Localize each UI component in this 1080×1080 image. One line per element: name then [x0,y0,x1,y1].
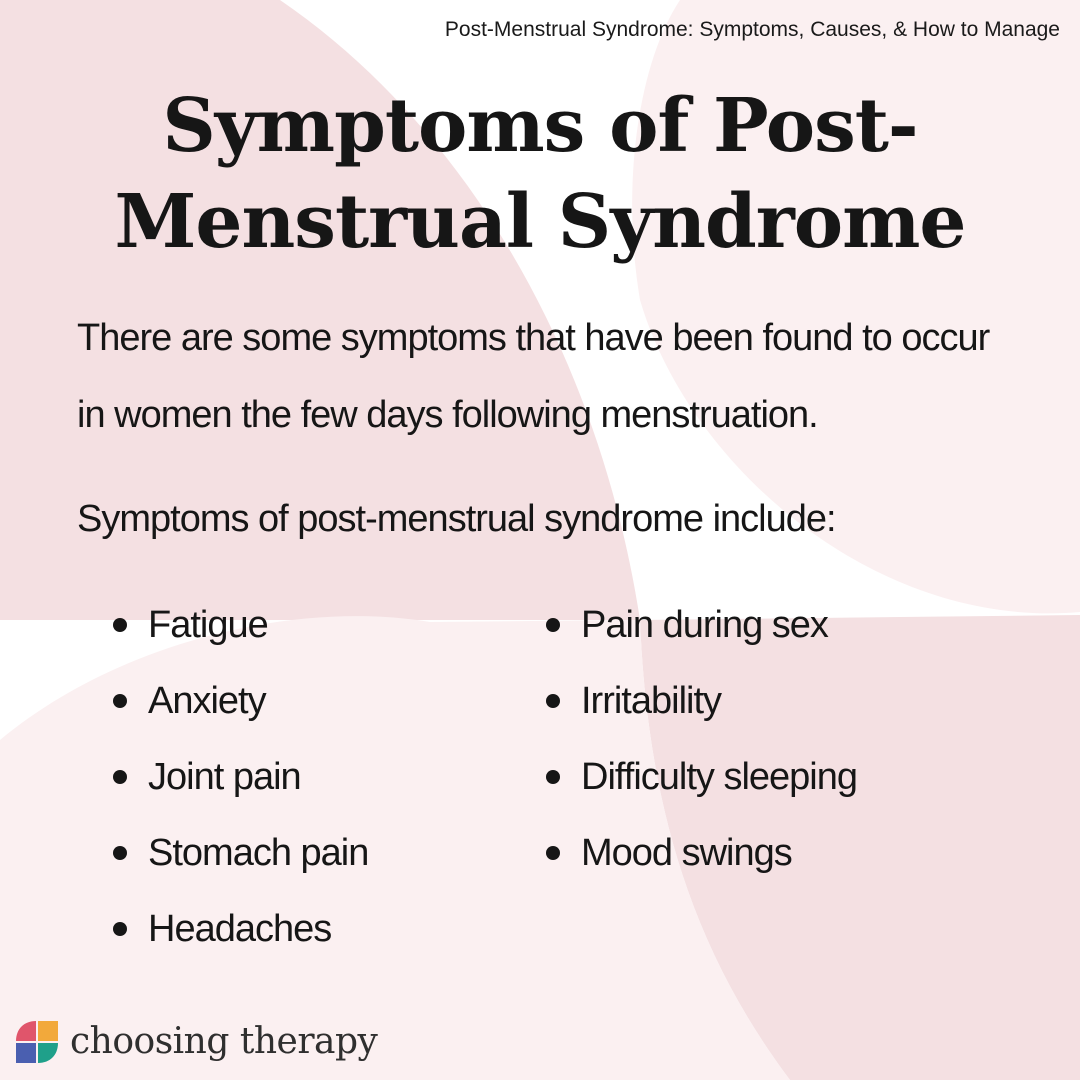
list-item [110,894,368,970]
symptoms-lead-text: Symptoms of post-menstrual syndrome include: [77,498,836,540]
list-item [543,590,857,666]
symptom-label: Stomach pain [148,832,369,874]
list-item [543,742,857,818]
intro-line-2: in women the few days following menstruation. [77,394,818,436]
symptom-label: Pain during sex [581,604,828,646]
symptom-label: Irritability [581,680,722,722]
article-title-header: Post-Menstrual Syndrome: Symptoms, Causes, & How to Manage [444,18,1060,41]
bullet-icon [113,618,127,632]
bullet-icon [113,770,127,784]
symptoms-list-right [543,590,857,894]
page-title [0,78,1080,270]
bullet-icon [546,694,560,708]
symptom-label: Headaches [148,908,332,950]
four-petal-logo-icon [12,1017,62,1067]
list-item [110,818,368,894]
page-title-line-2: Menstrual Syndrome [114,179,966,265]
bullet-icon [546,770,560,784]
symptom-label: Fatigue [148,604,268,646]
intro-paragraph [77,300,1037,454]
list-item [543,666,857,742]
bullet-icon [113,846,127,860]
symptoms-list-left [110,590,368,970]
symptom-label: Difficulty sleeping [581,756,858,798]
bullet-icon [113,694,127,708]
bullet-icon [113,922,127,936]
list-item [110,666,368,742]
symptom-label: Joint pain [148,756,301,798]
symptom-label: Anxiety [148,680,266,722]
brand-name: choosing therapy [70,1021,378,1062]
list-item [543,818,857,894]
list-item [110,590,368,666]
intro-line-1: There are some symptoms that have been found to occur [77,317,990,359]
page-title-line-1: Symptoms of Post- [162,83,918,169]
symptom-label: Mood swings [581,832,792,874]
brand-footer [12,1017,377,1067]
bullet-icon [546,618,560,632]
list-item [110,742,368,818]
bullet-icon [546,846,560,860]
